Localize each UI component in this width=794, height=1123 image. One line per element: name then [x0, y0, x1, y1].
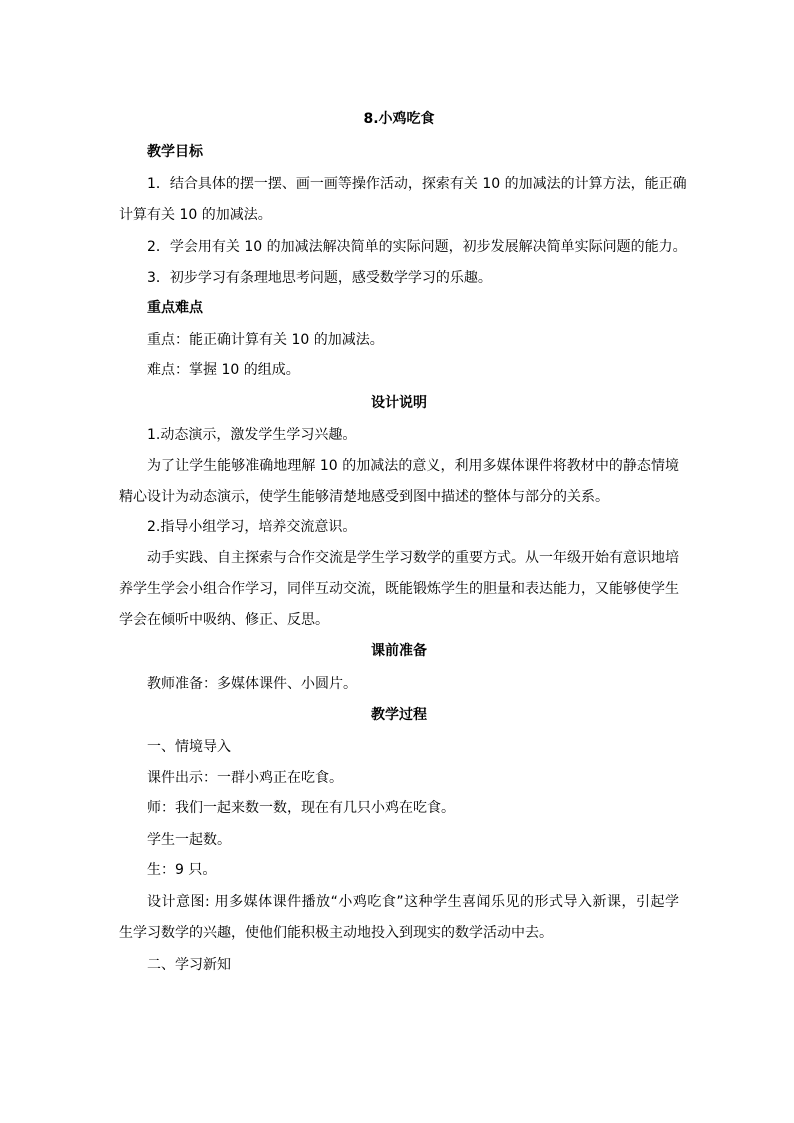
teacher-prep: 教师准备：多媒体课件、小圆片。 — [147, 676, 357, 692]
design-point-1-line-1: 为了让学生能够准确地理解 10 的加减法的意义，利用多媒体课件将教材中的静态情境 — [147, 458, 679, 474]
design-intent-line-1: 设计意图: 用多媒体课件播放“小鸡吃食”这种学生喜闻乐见的形式导入新课，引起学 — [147, 894, 679, 910]
key-point: 重点：能正确计算有关 10 的加减法。 — [147, 332, 384, 348]
difficult-point: 难点：掌握 10 的组成。 — [147, 362, 300, 378]
design-point-2-line-2: 养学生学会小组合作学习，同伴互动交流，既能锻炼学生的胆量和表达能力，又能够使学生 — [119, 581, 679, 597]
goal-1-line-2: 计算有关 10 的加减法。 — [119, 207, 272, 223]
section-2-heading: 二、学习新知 — [147, 957, 231, 973]
lesson-title: 8.小鸡吃食 — [363, 111, 435, 127]
design-point-1-line-2: 精心设计为动态演示，使学生能够清楚地感受到图中描述的整体与部分的关系。 — [119, 489, 609, 505]
keypoints-heading: 重点难点 — [147, 300, 203, 316]
design-point-1-title: 1.动态演示，激发学生学习兴趣。 — [147, 427, 357, 443]
process-line-1: 课件出示：一群小鸡正在吃食。 — [147, 770, 343, 786]
process-line-4: 生：9 只。 — [147, 862, 217, 878]
design-intent-line-2: 生学习数学的兴趣，使他们能积极主动地投入到现实的数学活动中去。 — [119, 925, 553, 941]
section-1-heading: 一、情境导入 — [147, 739, 231, 755]
process-heading: 教学过程 — [371, 707, 427, 723]
design-point-2-title: 2.指导小组学习，培养交流意识。 — [147, 519, 357, 535]
goal-3: 3．初步学习有条理地思考问题，感受数学学习的乐趣。 — [147, 270, 492, 286]
prep-heading: 课前准备 — [371, 643, 427, 659]
design-heading: 设计说明 — [371, 395, 427, 411]
goal-1-line-1: 1．结合具体的摆一摆、画一画等操作活动，探索有关 10 的加减法的计算方法，能正确 — [147, 176, 687, 192]
process-line-2: 师：我们一起来数一数，现在有几只小鸡在吃食。 — [147, 800, 455, 816]
process-line-3: 学生一起数。 — [147, 832, 231, 848]
goal-2: 2．学会用有关 10 的加减法解决简单的实际问题，初步发展解决简单实际问题的能力。 — [147, 239, 687, 255]
design-point-2-line-1: 动手实践、自主探索与合作交流是学生学习数学的重要方式。从一年级开始有意识地培 — [147, 550, 679, 566]
goals-heading: 教学目标 — [147, 144, 203, 160]
design-point-2-line-3: 学会在倾听中吸纳、修正、反思。 — [119, 612, 329, 628]
